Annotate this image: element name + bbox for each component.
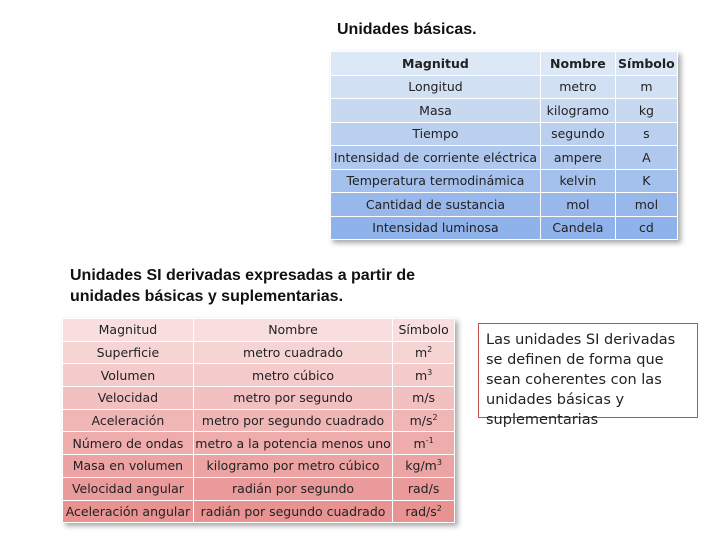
table-cell: metro cuadrado: [193, 341, 392, 364]
table-cell: Superficie: [63, 341, 194, 364]
symbol-exponent: 2: [427, 345, 433, 355]
table-cell: metro a la potencia menos uno: [193, 432, 392, 455]
table-cell: Nombre: [193, 319, 392, 342]
table-row: [331, 146, 678, 170]
table-cell: kilogramo: [540, 99, 615, 123]
table-cell: Temperatura termodinámica: [331, 169, 541, 193]
table-row: [63, 341, 455, 364]
symbol-base: kg/m: [405, 458, 437, 474]
symbol-exponent: 2: [436, 503, 442, 513]
symbol-base: rad/s: [405, 503, 437, 519]
table-row: [331, 122, 678, 146]
symbol-base: m/s: [409, 413, 433, 429]
table-row: [63, 364, 455, 387]
table-cell: kilogramo por metro cúbico: [193, 455, 392, 478]
table-cell: Velocidad: [63, 387, 194, 410]
symbol-exponent: -1: [425, 435, 434, 445]
table-cell: mol: [540, 193, 615, 217]
table-cell: [393, 432, 455, 455]
table-row: [63, 500, 455, 523]
table-cell: metro por segundo: [193, 387, 392, 410]
table-cell: Nombre: [540, 52, 615, 76]
table-cell: Símbolo: [393, 319, 455, 342]
table-cell: Velocidad angular: [63, 477, 194, 500]
table-cell: Cantidad de sustancia: [331, 193, 541, 217]
derived-units-table: [62, 318, 455, 523]
table-cell: radián por segundo cuadrado: [193, 500, 392, 523]
table-cell: metro por segundo cuadrado: [193, 409, 392, 432]
symbol-base: m: [414, 345, 428, 361]
table-row: [63, 477, 455, 500]
table-cell: Número de ondas: [63, 432, 194, 455]
table-cell: Masa en volumen: [63, 455, 194, 478]
table-cell: [393, 455, 455, 478]
table-cell: ampere: [540, 146, 615, 170]
table-cell: [393, 364, 455, 387]
derived-units-title: Unidades SI derivadas expresadas a partir de unidades básicas y suplementarias.: [70, 267, 416, 305]
table-row: [331, 193, 678, 217]
symbol-exponent: 3: [436, 458, 442, 468]
table-row: [63, 409, 455, 432]
table-cell: Intensidad de corriente eléctrica: [331, 146, 541, 170]
table-cell: segundo: [540, 122, 615, 146]
table-cell: radián por segundo: [193, 477, 392, 500]
table-cell: Tiempo: [331, 122, 541, 146]
symbol-base: m: [414, 367, 428, 383]
table-cell: Magnitud: [331, 52, 541, 76]
symbol-base: m/s: [412, 390, 436, 406]
table-cell: [393, 477, 455, 500]
table-cell: cd: [615, 216, 677, 240]
symbol-exponent: 3: [427, 367, 433, 377]
table-header-row: [63, 319, 455, 342]
table-cell: Masa: [331, 99, 541, 123]
table-cell: metro: [540, 75, 615, 99]
table-cell: [393, 341, 455, 364]
table-cell: mol: [615, 193, 677, 217]
table-cell: Volumen: [63, 364, 194, 387]
table-cell: Símbolo: [615, 52, 677, 76]
basic-units-table: [330, 51, 678, 240]
table-cell: Aceleración angular: [63, 500, 194, 523]
symbol-base: rad/s: [407, 481, 440, 497]
table-row: [63, 455, 455, 478]
table-cell: m: [615, 75, 677, 99]
table-cell: kg: [615, 99, 677, 123]
table-cell: [393, 500, 455, 523]
table-cell: s: [615, 122, 677, 146]
table-cell: [393, 387, 455, 410]
table-row: [331, 169, 678, 193]
symbol-exponent: 2: [432, 413, 438, 423]
table-cell: Magnitud: [63, 319, 194, 342]
table-cell: Longitud: [331, 75, 541, 99]
note-text: Las unidades SI derivadas se definen de forma que sean coherentes con las unidades básicas y suplementarias: [486, 332, 676, 428]
table-row: [331, 99, 678, 123]
table-cell: [393, 409, 455, 432]
table-row: [331, 216, 678, 240]
table-cell: Candela: [540, 216, 615, 240]
basic-units-title: Unidades básicas.: [337, 21, 477, 38]
table-cell: K: [615, 169, 677, 193]
table-cell: kelvin: [540, 169, 615, 193]
table-row: [331, 75, 678, 99]
table-cell: Intensidad luminosa: [331, 216, 541, 240]
symbol-base: m: [413, 435, 426, 451]
note-box: [478, 323, 698, 428]
table-row: [63, 387, 455, 410]
table-cell: A: [615, 146, 677, 170]
table-row: [63, 432, 455, 455]
table-header-row: [331, 52, 678, 76]
table-cell: metro cúbico: [193, 364, 392, 387]
table-cell: Aceleración: [63, 409, 194, 432]
